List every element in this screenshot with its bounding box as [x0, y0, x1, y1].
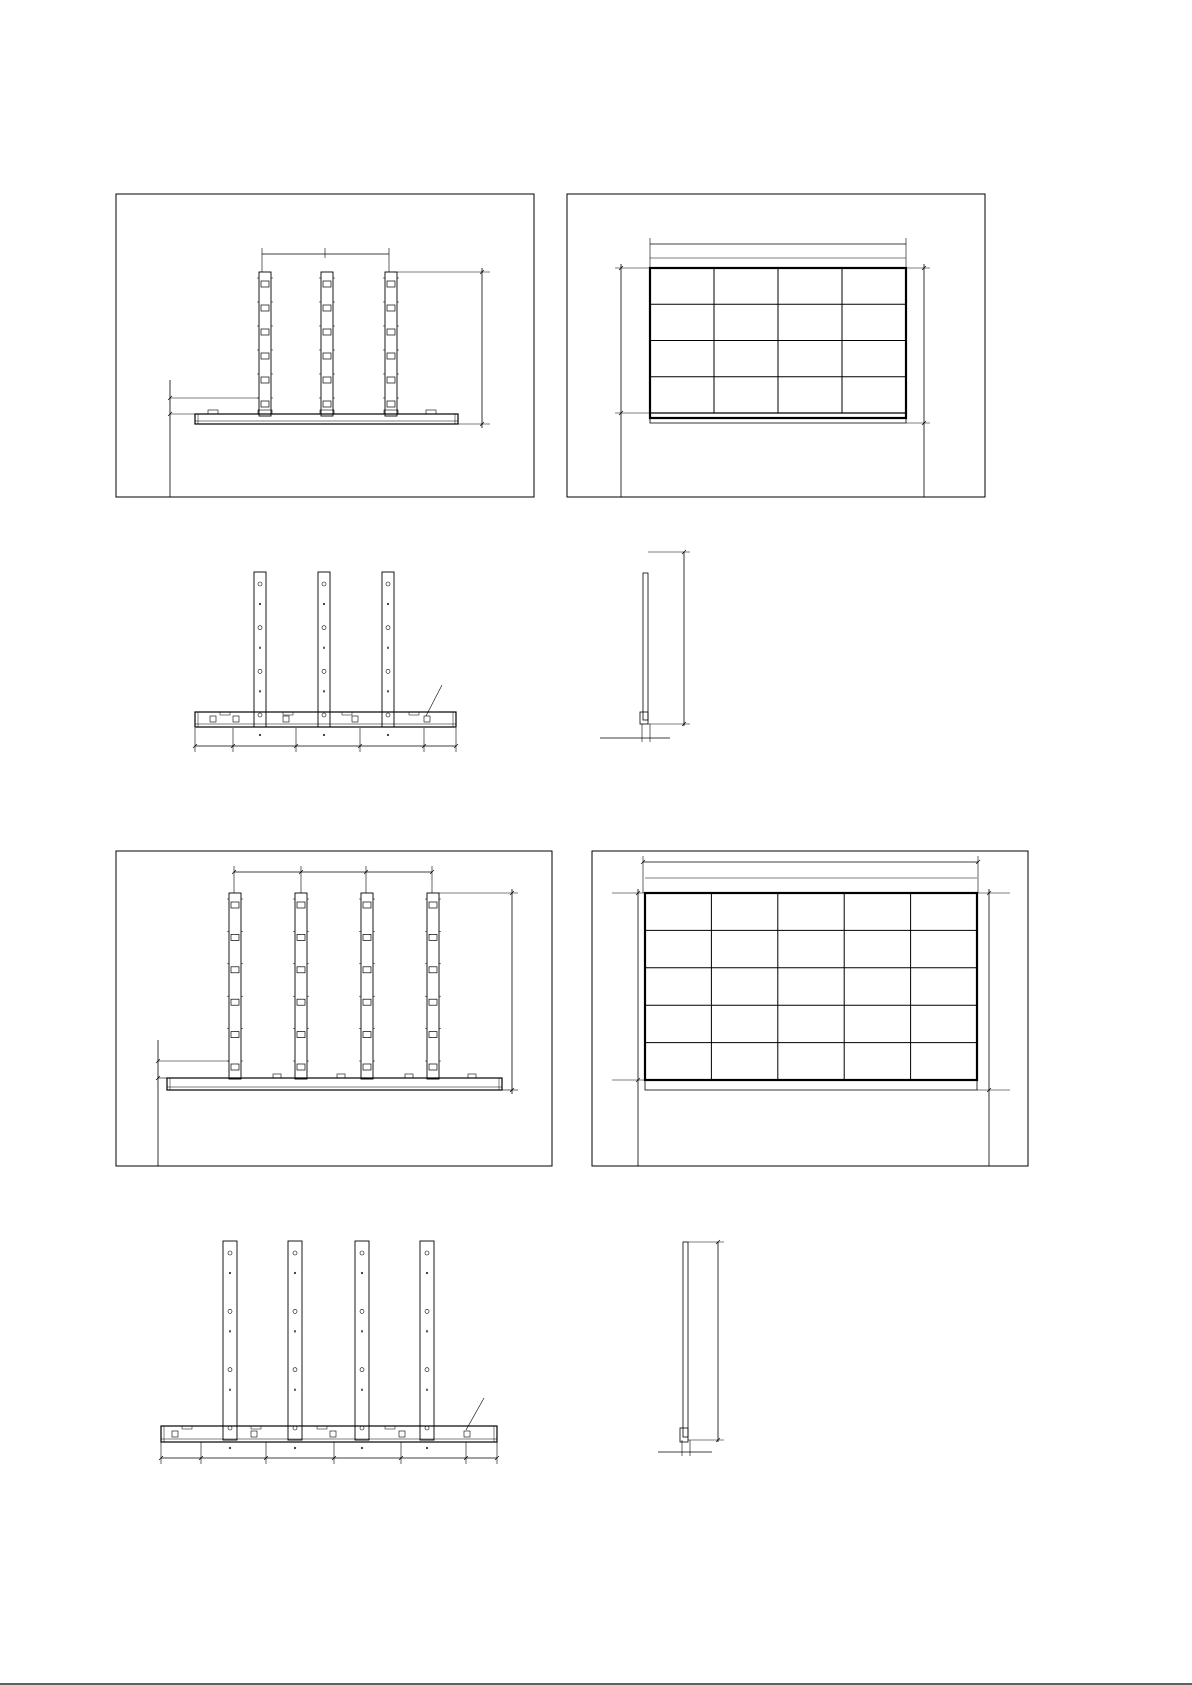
frame-post [383, 272, 399, 416]
frame-post [223, 1241, 237, 1449]
frame-post [227, 893, 243, 1079]
base-rail [167, 1078, 502, 1090]
front-frame-view-4-post [116, 851, 552, 1166]
frame-post [293, 893, 309, 1079]
frame-post [382, 572, 394, 736]
front-display-view-4x4 [567, 194, 985, 497]
frame-post [288, 1241, 302, 1449]
base-rail [161, 1426, 497, 1442]
frame-post [318, 572, 330, 736]
frame-post [355, 1241, 369, 1449]
side-view-3-post [600, 550, 690, 742]
side-view-4-post [658, 1240, 724, 1456]
front-frame-view-3-post [116, 194, 534, 497]
base-rail [195, 712, 456, 727]
base-rail [195, 414, 458, 424]
frame-post [420, 1241, 434, 1449]
frame-post [257, 272, 273, 416]
front-display-view-5x5 [592, 851, 1028, 1166]
frame-post [254, 572, 266, 736]
rear-frame-view-4-post [159, 1241, 499, 1464]
frame-post [319, 272, 335, 416]
rear-frame-view-3-post [193, 572, 458, 752]
frame-post [425, 893, 441, 1079]
frame-post [359, 893, 375, 1079]
